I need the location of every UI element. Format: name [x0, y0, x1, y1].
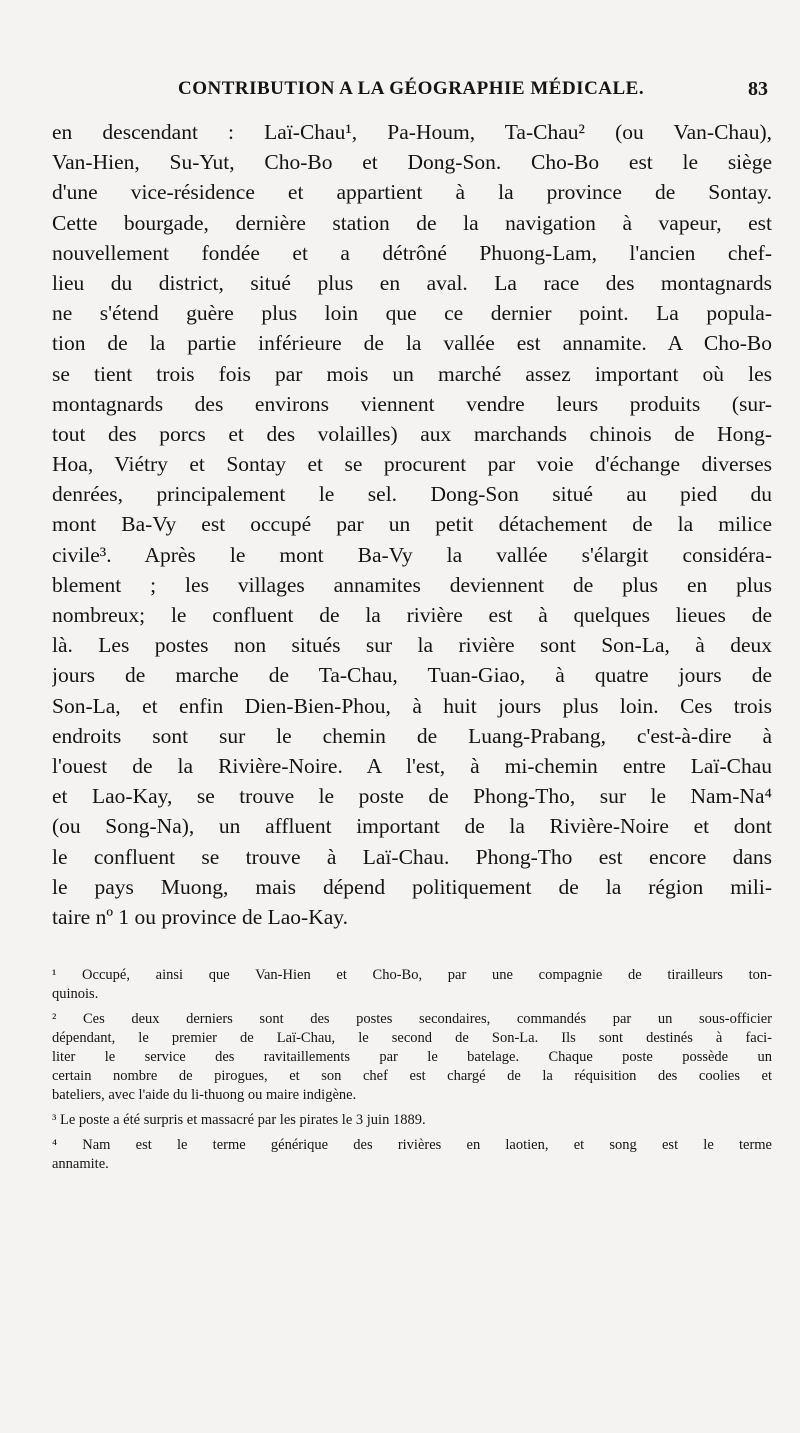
text-line: d'une vice-résidence et appartient à la province de Sontay. — [52, 180, 772, 205]
footnote — [52, 1010, 772, 1105]
footnote-line: liter le service des ravitaillements par le batelage. Chaque poste possède un — [52, 1049, 772, 1065]
text-line: le pays Muong, mais dépend politiquement de la région mili- — [52, 874, 772, 899]
text-line: tion de la partie inférieure de la vallée est annamite. A Cho-Bo — [52, 331, 772, 356]
text-line: blement ; les villages annamites deviennent de plus en plus — [52, 572, 772, 597]
text-line: taire nº 1 ou province de Lao-Kay. — [52, 904, 349, 929]
text-line: montagnards des environs viennent vendre leurs produits (sur- — [52, 391, 772, 416]
text-line: endroits sont sur le chemin de Luang-Prabang, c'est-à-dire à — [52, 723, 772, 748]
text-line: se tient trois fois par mois un marché assez important où les — [52, 361, 772, 386]
text-line: Van-Hien, Su-Yut, Cho-Bo et Dong-Son. Cho-Bo est le siège — [52, 150, 772, 175]
text-line: l'ouest de la Rivière-Noire. A l'est, à mi-chemin entre Laï-Chau — [52, 753, 772, 778]
text-line: nouvellement fondée et a détrôné Phuong-Lam, l'ancien chef- — [52, 240, 772, 265]
page-number: 83 — [748, 78, 768, 100]
footnote-line: ² Ces deux derniers sont des postes secondaires, commandés par un sous-officier — [52, 1011, 772, 1027]
text-line: mont Ba-Vy est occupé par un petit détachement de la milice — [52, 512, 772, 537]
footnote — [52, 1111, 772, 1130]
footnote-line: certain nombre de pirogues, et son chef est chargé de la réquisition des coolies et — [52, 1068, 772, 1084]
footnote-line: dépendant, le premier de Laï-Chau, le second de Son-La. Ils sont destinés à faci- — [52, 1030, 772, 1046]
text-line: civile³. Après le mont Ba-Vy la vallée s'élargit considéra- — [52, 542, 772, 567]
footnote-line: quinois. — [52, 986, 99, 1002]
footnote-line: bateliers, avec l'aide du li-thuong ou maire indigène. — [52, 1087, 357, 1103]
text-line: là. Les postes non situés sur la rivière sont Son-La, à deux — [52, 633, 772, 658]
text-line: lieu du district, situé plus en aval. La race des montagnards — [52, 270, 772, 295]
footnote-line: ¹ Occupé, ainsi que Van-Hien et Cho-Bo, par une compagnie de tirailleurs ton- — [52, 967, 772, 983]
text-line: Son-La, et enfin Dien-Bien-Phou, à huit jours plus loin. Ces trois — [52, 693, 772, 718]
text-line: Hoa, Viétry et Sontay et se procurent par voie d'échange diverses — [52, 452, 772, 477]
text-line: Cette bourgade, dernière station de la navigation à vapeur, est — [52, 210, 772, 235]
footnote-line: ³ Le poste a été surpris et massacré par les pirates le 3 juin 1889. — [52, 1112, 426, 1128]
footnote — [52, 966, 772, 1004]
text-line: et Lao-Kay, se trouve le poste de Phong-Tho, sur le Nam-Na⁴ — [52, 784, 772, 809]
text-line: denrées, principalement le sel. Dong-Son situé au pied du — [52, 482, 772, 507]
text-line: (ou Song-Na), un affluent important de la Rivière-Noire et dont — [52, 814, 772, 839]
text-line: tout des porcs et des volailles) aux marchands chinois de Hong- — [52, 421, 772, 446]
text-line: le confluent se trouve à Laï-Chau. Phong-Tho est encore dans — [52, 844, 772, 869]
text-line: ne s'étend guère plus loin que ce dernier point. La popula- — [52, 301, 772, 326]
text-line: nombreux; le confluent de la rivière est à quelques lieues de — [52, 603, 772, 627]
footnote-line: ⁴ Nam est le terme générique des rivières en laotien, et song est le terme — [52, 1137, 772, 1153]
text-line: en descendant : Laï-Chau¹, Pa-Houm, Ta-Chau² (ou Van-Chau), — [52, 120, 772, 144]
footnote-line: annamite. — [52, 1156, 109, 1172]
footnote — [52, 1136, 772, 1174]
footnotes — [52, 966, 772, 1174]
text-line: jours de marche de Ta-Chau, Tuan-Giao, à quatre jours de — [52, 663, 772, 688]
running-title: CONTRIBUTION A LA GÉOGRAPHIE MÉDICALE. — [178, 78, 645, 99]
running-head — [0, 76, 800, 106]
body-paragraph — [52, 117, 772, 932]
